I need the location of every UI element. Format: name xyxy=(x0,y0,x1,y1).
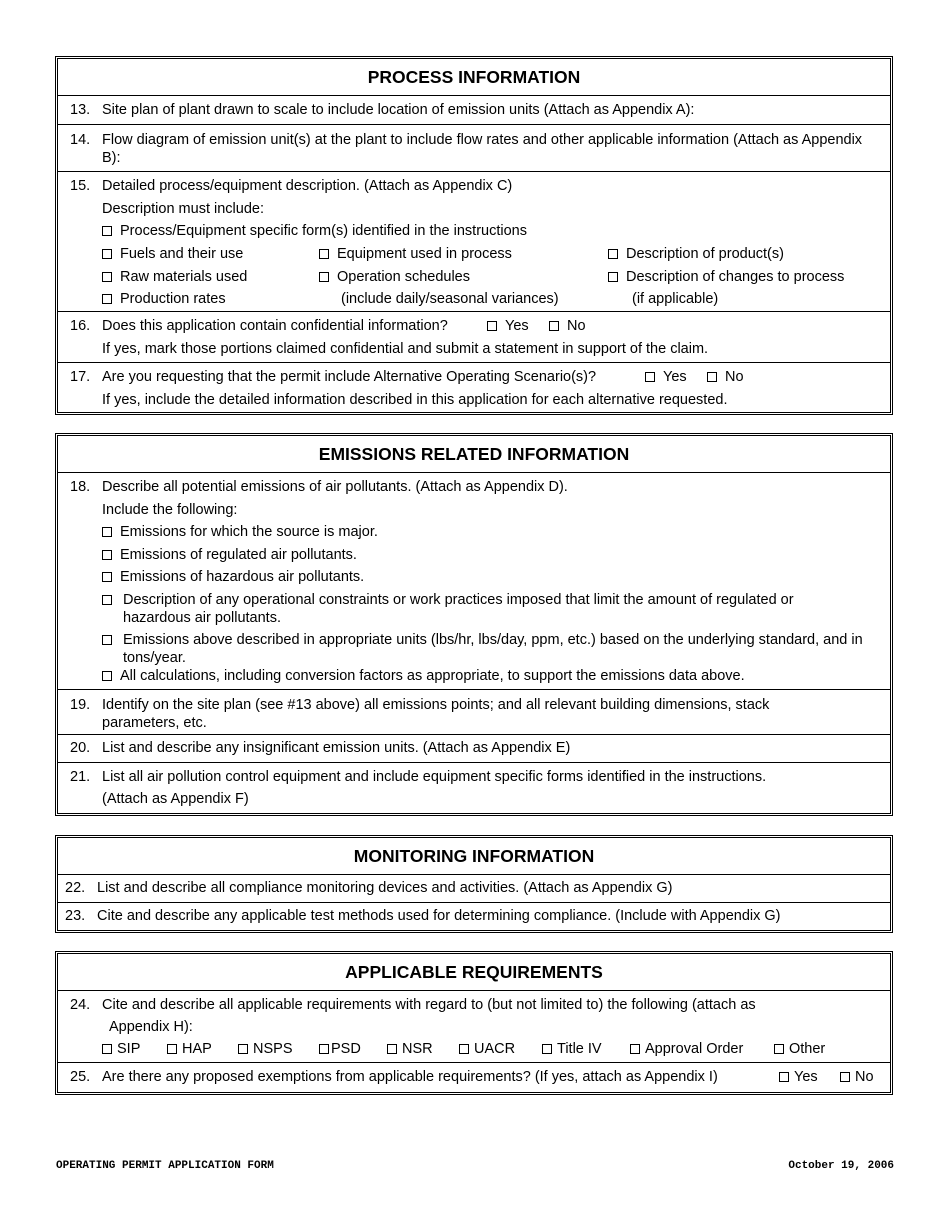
checkbox-calculations[interactable]: All calculations, including conversion factors as appropriate, to support the emissions data above. xyxy=(102,665,745,688)
question-number: 19. xyxy=(70,697,91,713)
checkbox-title-iv[interactable]: Title IV xyxy=(542,1038,602,1061)
question-text: Flow diagram of emission unit(s) at the plant to include flow rates and other applicable information (Attach as Appendix B): xyxy=(102,132,863,166)
checkbox-sip[interactable]: SIP xyxy=(102,1038,140,1061)
question-16 xyxy=(58,312,890,363)
no-checkbox[interactable]: No xyxy=(549,315,586,338)
footer-date: October 19, 2006 xyxy=(788,1160,894,1172)
checkbox-icon[interactable] xyxy=(102,1044,112,1054)
checkbox-icon[interactable] xyxy=(645,372,655,382)
checkbox-production-rates[interactable]: Production rates xyxy=(102,288,226,311)
no-checkbox[interactable]: No xyxy=(707,366,744,389)
no-checkbox[interactable]: No xyxy=(840,1066,874,1089)
question-number: 22. xyxy=(65,880,86,896)
question-text: List all air pollution control equipment and include equipment specific forms identified in the instructions. xyxy=(102,769,767,785)
question-text: List and describe any insignificant emission units. (Attach as Appendix E) xyxy=(102,740,571,756)
question-subtext: Description must include: xyxy=(102,201,264,217)
checkbox-nsps[interactable]: NSPS xyxy=(238,1038,293,1061)
checkbox-major-source[interactable]: Emissions for which the source is major. xyxy=(102,521,378,544)
checkbox-icon[interactable] xyxy=(102,272,112,282)
checkbox-icon[interactable] xyxy=(319,1044,329,1054)
checkbox-nsr[interactable]: NSR xyxy=(387,1038,433,1061)
checkbox-operational-constraints[interactable]: Description of any operational constraints or work practices imposed that limit the amount of regulated or hazardous air pollutants. xyxy=(102,591,862,627)
question-15 xyxy=(58,172,890,312)
checkbox-emissions-units[interactable]: Emissions above described in appropriate units (lbs/hr, lbs/day, ppm, etc.) based on the underlying standard, and in tons/year. xyxy=(102,631,872,667)
applicable-requirements-section xyxy=(55,951,893,1095)
section-title: EMISSIONS RELATED INFORMATION xyxy=(58,436,890,473)
checkbox-process-changes[interactable]: Description of changes to process xyxy=(608,266,844,289)
checkbox-hazardous[interactable]: Emissions of hazardous air pollutants. xyxy=(102,566,364,589)
monitoring-information-section xyxy=(55,835,893,933)
checkbox-icon[interactable] xyxy=(238,1044,248,1054)
checkbox-icon[interactable] xyxy=(630,1044,640,1054)
checkbox-other[interactable]: Other xyxy=(774,1038,825,1061)
checkbox-icon[interactable] xyxy=(608,272,618,282)
question-text: Detailed process/equipment description. (Attach as Appendix C) xyxy=(102,178,513,194)
question-number: 15. xyxy=(70,178,91,194)
question-number: 13. xyxy=(70,102,91,118)
question-note: If yes, mark those portions claimed confidential and submit a statement in support of the claim. xyxy=(102,341,709,357)
checkbox-icon[interactable] xyxy=(549,321,559,331)
checkbox-icon[interactable] xyxy=(319,272,329,282)
question-number: 18. xyxy=(70,479,91,495)
question-text: Site plan of plant drawn to scale to include location of emission units (Attach as Appendix A): xyxy=(102,102,695,118)
question-text: Are there any proposed exemptions from applicable requirements? (If yes, attach as Appendix I) xyxy=(102,1069,718,1085)
checkbox-icon[interactable] xyxy=(487,321,497,331)
question-18 xyxy=(58,473,890,690)
checkbox-uacr[interactable]: UACR xyxy=(459,1038,515,1061)
question-14 xyxy=(58,125,890,172)
question-number: 23. xyxy=(65,908,86,924)
question-text-continued: Appendix H): xyxy=(109,1019,193,1035)
question-number: 21. xyxy=(70,769,91,785)
checkbox-icon[interactable] xyxy=(774,1044,784,1054)
question-number: 24. xyxy=(70,997,91,1013)
question-text: Describe all potential emissions of air pollutants. (Attach as Appendix D). xyxy=(102,479,568,495)
question-13 xyxy=(58,96,890,125)
checkbox-icon[interactable] xyxy=(779,1072,789,1082)
checkbox-icon[interactable] xyxy=(102,595,112,605)
checkbox-icon[interactable] xyxy=(102,550,112,560)
question-text: Are you requesting that the permit include Alternative Operating Scenario(s)? xyxy=(102,369,597,385)
section-title: PROCESS INFORMATION xyxy=(58,59,890,96)
yes-checkbox[interactable]: Yes xyxy=(779,1066,818,1089)
question-text: Does this application contain confidential information? xyxy=(102,318,448,334)
checkbox-icon[interactable] xyxy=(167,1044,177,1054)
question-text: List and describe all compliance monitoring devices and activities. (Attach as Appendix G) xyxy=(97,880,673,896)
question-19 xyxy=(58,690,890,735)
footer-form-title: OPERATING PERMIT APPLICATION FORM xyxy=(56,1160,274,1172)
checkbox-icon[interactable] xyxy=(707,372,717,382)
question-25 xyxy=(58,1063,890,1092)
question-20 xyxy=(58,735,890,763)
checkbox-fuels[interactable]: Fuels and their use xyxy=(102,243,243,266)
question-text: Cite and describe any applicable test methods used for determining compliance. (Include with Appendix G) xyxy=(97,908,781,924)
checkbox-product-description[interactable]: Description of product(s) xyxy=(608,243,784,266)
yes-checkbox[interactable]: Yes xyxy=(645,366,687,389)
checkbox-icon[interactable] xyxy=(459,1044,469,1054)
question-text: Identify on the site plan (see #13 above) all emissions points; and all relevant building dimensions, stack parameters, etc. xyxy=(102,697,770,731)
checkbox-forms[interactable]: Process/Equipment specific form(s) identified in the instructions xyxy=(102,220,527,243)
section-title: APPLICABLE REQUIREMENTS xyxy=(58,954,890,991)
checkbox-icon[interactable] xyxy=(102,671,112,681)
question-17 xyxy=(58,363,890,412)
question-text: Cite and describe all applicable requirements with regard to (but not limited to) the following (attach as xyxy=(102,997,756,1013)
section-title: MONITORING INFORMATION xyxy=(58,838,890,875)
checkbox-approval-order[interactable]: Approval Order xyxy=(630,1038,743,1061)
question-22 xyxy=(58,875,890,903)
checkbox-icon[interactable] xyxy=(387,1044,397,1054)
question-note: (Attach as Appendix F) xyxy=(102,791,249,807)
operation-schedules-note: (include daily/seasonal variances) xyxy=(341,291,559,307)
question-note: If yes, include the detailed information described in this application for each alternative requested. xyxy=(102,392,728,408)
question-subtext: Include the following: xyxy=(102,502,238,518)
checkbox-icon[interactable] xyxy=(102,527,112,537)
question-number: 20. xyxy=(70,740,91,756)
process-changes-note: (if applicable) xyxy=(632,291,719,307)
checkbox-psd[interactable]: PSD xyxy=(319,1038,361,1061)
checkbox-icon[interactable] xyxy=(319,249,329,259)
question-24 xyxy=(58,991,890,1063)
checkbox-regulated[interactable]: Emissions of regulated air pollutants. xyxy=(102,544,357,567)
checkbox-icon[interactable] xyxy=(102,572,112,582)
process-information-section xyxy=(55,56,893,415)
question-number: 14. xyxy=(70,132,91,148)
checkbox-icon[interactable] xyxy=(102,249,112,259)
checkbox-icon[interactable] xyxy=(542,1044,552,1054)
question-23 xyxy=(58,903,890,930)
checkbox-raw-materials[interactable]: Raw materials used xyxy=(102,266,247,289)
checkbox-icon[interactable] xyxy=(102,294,112,304)
checkbox-icon[interactable] xyxy=(102,226,112,236)
checkbox-icon[interactable] xyxy=(608,249,618,259)
checkbox-operation-schedules[interactable]: Operation schedules xyxy=(319,266,470,289)
checkbox-equipment[interactable]: Equipment used in process xyxy=(319,243,512,266)
question-number: 17. xyxy=(70,369,91,385)
checkbox-icon[interactable] xyxy=(840,1072,850,1082)
question-number: 16. xyxy=(70,318,91,334)
question-number: 25. xyxy=(70,1069,91,1085)
yes-checkbox[interactable]: Yes xyxy=(487,315,529,338)
emissions-information-section xyxy=(55,433,893,816)
checkbox-icon[interactable] xyxy=(102,635,112,645)
checkbox-hap[interactable]: HAP xyxy=(167,1038,212,1061)
question-21 xyxy=(58,763,890,813)
